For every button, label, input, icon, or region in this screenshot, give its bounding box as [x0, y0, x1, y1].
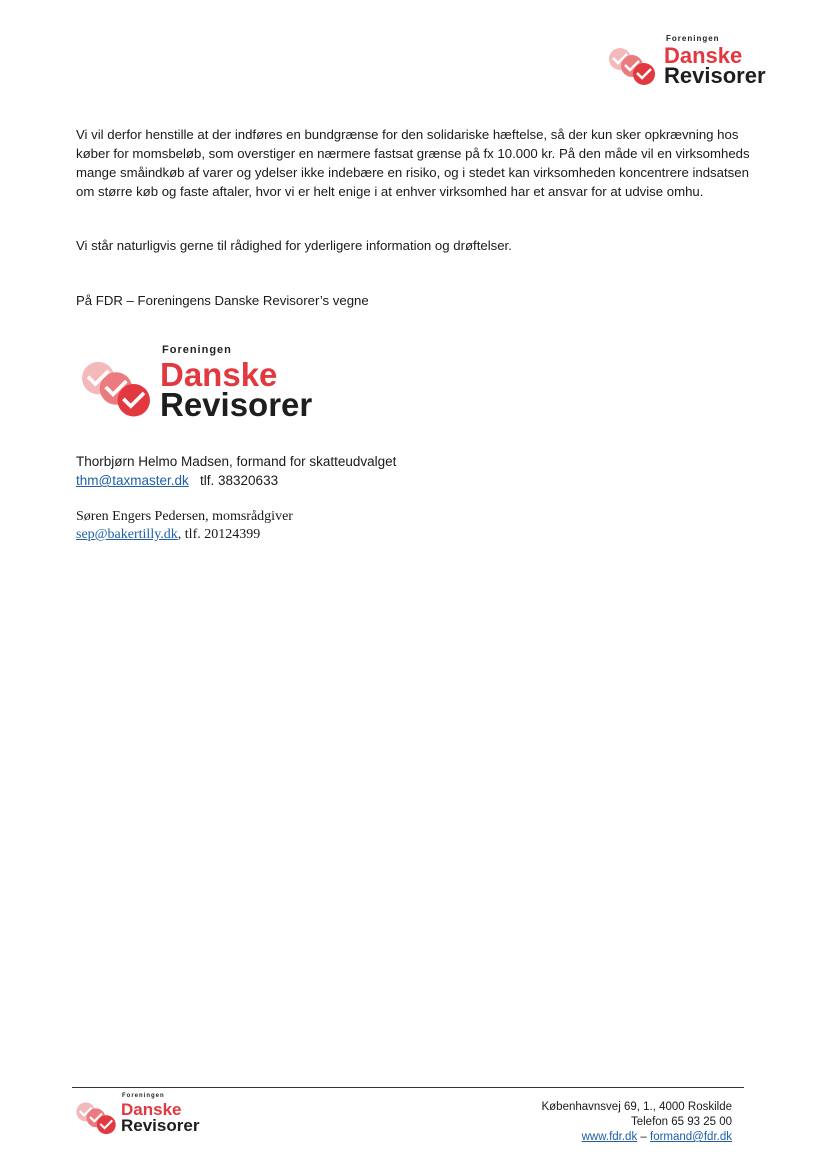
signature-logo — [74, 344, 334, 424]
footer-logo — [72, 1093, 222, 1137]
footer-website-link[interactable]: www.fdr.dk — [581, 1131, 638, 1143]
header-logo — [604, 34, 784, 90]
footer-email-link[interactable]: formand@fdr.dk — [650, 1131, 732, 1143]
logo-line1: Danske — [664, 43, 743, 68]
footer-phone: Telefon 65 93 25 00 — [630, 1116, 732, 1128]
logo-line2: Revisorer — [121, 1116, 200, 1135]
logo-small-text: Foreningen — [162, 344, 232, 356]
logo-checkmarks-icon — [604, 44, 660, 86]
signer-1-phone: tlf. 38320633 — [200, 473, 279, 488]
logo-line2: Revisorer — [160, 386, 313, 423]
logo-line2: Revisorer — [664, 63, 766, 88]
signer-2-name: Søren Engers Pedersen, momsrådgiver — [76, 509, 293, 524]
on-behalf-line: På FDR – Foreningens Danske Revisorer’s vegne — [76, 293, 369, 308]
logo-checkmarks-icon — [74, 356, 158, 418]
signer-2-phone: , tlf. 20124399 — [177, 527, 261, 542]
signer-1-name: Thorbjørn Helmo Madsen, formand for skatteudvalget — [76, 454, 397, 469]
paragraph-bundgraense: Vi vil derfor henstille at der indføres en bundgrænse for den solidariske hæftelse, så der kun sker opkrævning hos køber for momsbeløb, som overstiger en nærmere fastsat grænse på fx 10.000 kr. På den måde vil en virksomheds mange småindkøb af varer og ydelser ikke indebære en risiko, og i stedet kan virksomheden koncentrere indsatsen om større køb og faste aftaler, hvor vi er helt enige i at enhver virksomhed har et ansvar for at udvise omhu. — [76, 127, 750, 199]
logo-small-text: Foreningen — [666, 34, 720, 43]
logo-checkmarks-icon — [72, 1099, 120, 1135]
logo-small-text: Foreningen — [122, 1093, 165, 1099]
logo-line1: Danske — [160, 356, 278, 393]
footer-address: Københavnsvej 69, 1., 4000 Roskilde — [541, 1101, 732, 1113]
logo-line1: Danske — [121, 1100, 182, 1119]
signer-1-contact — [76, 473, 278, 488]
footer-links — [582, 1130, 732, 1145]
footer-divider — [72, 1087, 744, 1088]
footer-separator: – — [637, 1131, 650, 1143]
signer-2-email-link[interactable]: sep@bakertilly.dk — [76, 527, 178, 542]
signer-2-contact — [76, 527, 260, 543]
paragraph-raadighed: Vi står naturligvis gerne til rådighed for yderligere information og drøftelser. — [76, 238, 512, 253]
signer-1-email-link[interactable]: thm@taxmaster.dk — [76, 473, 189, 488]
